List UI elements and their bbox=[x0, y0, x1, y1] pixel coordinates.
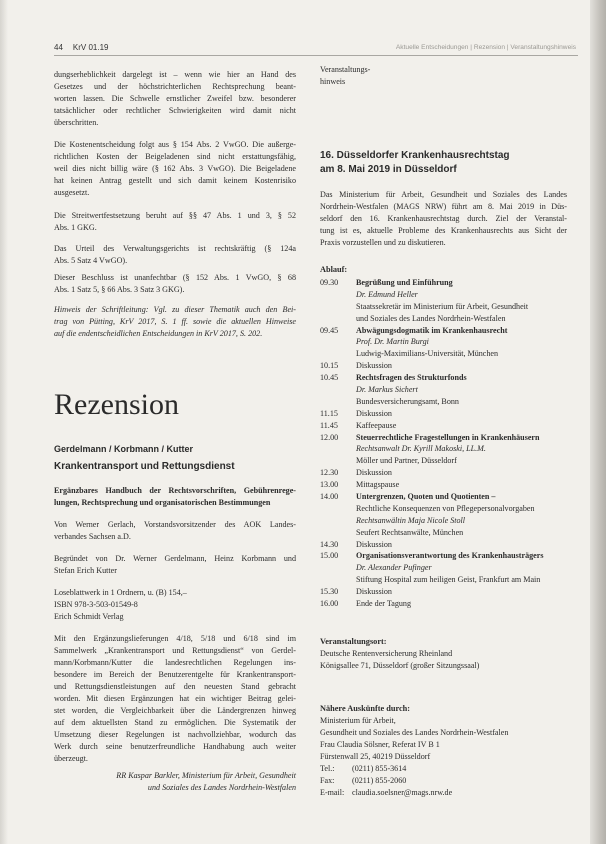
schedule-label: Ende der Tagung bbox=[356, 599, 412, 609]
speaker-name: Dr. Markus Sichert bbox=[356, 385, 418, 395]
schedule-time: 12.30 bbox=[320, 468, 339, 478]
schedule-entry bbox=[356, 360, 567, 372]
text-line: verbandes Sachsen a.D. bbox=[54, 532, 131, 541]
book-subtitle bbox=[54, 485, 296, 509]
book-reviewer bbox=[54, 519, 296, 543]
session-title: Steuerrechtliche Fragestellungen in Krankenhäusern bbox=[356, 432, 540, 442]
text-line: auf dem aktuellsten Stand zu ermöglichen. Die Systematik der bbox=[54, 718, 296, 727]
text-line: Die Kostenentscheidung folgt aus § 154 Abs. 2 VwGO. Die außerge- bbox=[54, 140, 296, 149]
text-line: dungserheblichkeit dargelegt ist – wenn wie hier an Hand des bbox=[54, 70, 296, 79]
schedule-time: 14.30 bbox=[320, 539, 339, 549]
schedule-heading: Ablauf: bbox=[320, 265, 348, 274]
speaker-name: Rechtsanwalt Dr. Kyrill Makoski, LL.M. bbox=[356, 444, 486, 454]
text-line: Von Werner Gerlach, Vorstandsvorsitzender des AOK Landes- bbox=[54, 520, 296, 529]
schedule-row bbox=[320, 420, 567, 432]
schedule-time: 09.45 bbox=[320, 325, 339, 335]
contact-channel-label: Tel.: bbox=[320, 764, 335, 773]
schedule-row bbox=[320, 479, 567, 491]
text-line: überzeugt. bbox=[54, 754, 88, 763]
text-line: auf die endentscheidlichen Entscheidungen in KrV 2017, S. 202. bbox=[54, 329, 263, 338]
speaker-name: Dr. Edmund Heller bbox=[356, 289, 418, 299]
schedule-row bbox=[320, 598, 567, 610]
paragraph-rechtskraft bbox=[54, 243, 296, 267]
speaker-affiliation: Ludwig-Maximilians-Universität, München bbox=[356, 349, 499, 359]
schedule-entry bbox=[356, 467, 567, 479]
schedule-entry bbox=[356, 408, 567, 420]
schedule-row bbox=[320, 408, 567, 420]
book-details bbox=[54, 587, 296, 623]
editorial-note bbox=[54, 304, 296, 340]
text-line: Das Ministerium für Arbeit, Gesundheit und Soziales des Landes bbox=[320, 190, 567, 199]
event-title bbox=[320, 149, 567, 177]
page-header-left bbox=[54, 43, 118, 52]
text-line: RR Kaspar Barkler, Ministerium für Arbeit, Gesundheit bbox=[116, 771, 296, 780]
schedule-entry bbox=[356, 432, 567, 468]
schedule-label: Diskussion bbox=[356, 361, 392, 371]
text-line: Nordrhein-Westfalen (MAGS NRW) führt am 8. Mai 2019 in Düs- bbox=[320, 202, 567, 211]
text-line: Deutsche Rentenversicherung Rheinland bbox=[320, 649, 453, 658]
schedule-entry bbox=[356, 598, 567, 610]
scan-shadow-left bbox=[0, 0, 8, 844]
schedule-row bbox=[320, 360, 567, 372]
schedule-row bbox=[320, 467, 567, 479]
text-line: richtlichen Kosten der Beigeladenen sind nicht erstattungsfähig, bbox=[54, 152, 296, 161]
text-line: und Rettungsdienstleistungen auf den neuesten Stand gebracht bbox=[54, 682, 296, 691]
text-line: hinweis bbox=[320, 77, 346, 86]
schedule-label: Diskussion bbox=[356, 587, 392, 597]
text-line: Begründet von Dr. Werner Gerdelmann, Heinz Korbmann und bbox=[54, 554, 296, 563]
schedule-entry bbox=[356, 491, 567, 539]
contact-channel-row bbox=[320, 763, 567, 775]
schedule-row bbox=[320, 372, 567, 408]
text-line: weil dies nicht billig wäre (§ 162 Abs. 3 VwGO). Die Beigeladene bbox=[54, 164, 296, 173]
session-title: Organisationsverantwortung des Krankenhausträgers bbox=[356, 551, 544, 561]
text-line: Umsetzung dieser Regelungen ist nachvollziehbar, wodurch das bbox=[54, 730, 296, 739]
schedule-entry bbox=[356, 372, 567, 408]
text-line: ISBN 978-3-503-01549-8 bbox=[54, 600, 138, 609]
paragraph-streitwert bbox=[54, 210, 296, 234]
contact-channel-row bbox=[320, 775, 567, 787]
text-line: überschritten. bbox=[54, 118, 99, 127]
venue-address bbox=[320, 648, 567, 672]
schedule-row bbox=[320, 491, 567, 539]
header-divider bbox=[54, 55, 578, 56]
schedule bbox=[320, 277, 567, 610]
session-title: Abwägungsdogmatik im Krankenhausrecht bbox=[356, 325, 508, 335]
text-line: Werk durch seine benutzerfreundliche Handhabung auch weiter bbox=[54, 742, 296, 751]
text-line: Sammelwerk „Krankentransport und Rettungsdienst“ von Gerdel- bbox=[54, 646, 296, 655]
paragraph-unanfechtbar bbox=[54, 272, 296, 296]
venue-heading: Veranstaltungsort: bbox=[320, 637, 387, 646]
schedule-time: 09.30 bbox=[320, 278, 339, 287]
schedule-row bbox=[320, 539, 567, 551]
text-line: und Soziales des Landes Nordrhein-Westfalen bbox=[147, 783, 296, 792]
text-line: Veranstaltungs- bbox=[320, 65, 371, 74]
text-line: seldorf den 16. Krankenhausrechtstag durch. Ziel der Veranstal- bbox=[320, 214, 567, 223]
review-heading: Rezension bbox=[54, 388, 179, 421]
text-line: Abs. 1 GKG. bbox=[54, 223, 97, 232]
contact-channel-value: (0211) 855-2060 bbox=[352, 776, 407, 785]
text-line: Abs. 1 Satz 5, § 66 Abs. 3 Satz 3 GKG). bbox=[54, 285, 185, 294]
text-line: Abs. 5 Satz 4 VwGO). bbox=[54, 256, 128, 265]
text-line: tatsächlicher oder rechtlicher Schwierigkeiten wird damit nicht bbox=[54, 106, 296, 115]
schedule-time: 13.00 bbox=[320, 480, 339, 490]
session-title: Untergrenzen, Quoten und Quotienten – bbox=[356, 492, 496, 502]
text-line: tung ist es, aktuelle Probleme des Krankenhausrechts aus Sicht der bbox=[320, 226, 567, 235]
book-founders bbox=[54, 553, 296, 577]
speaker-name: Dr. Alexander Pufinger bbox=[356, 563, 432, 573]
book-authors: Gerdelmann / Korbmann / Kutter bbox=[54, 444, 194, 454]
session-subtitle: Rechtliche Konsequenzen von Pflegepersonalvorgaben bbox=[356, 503, 535, 513]
schedule-time: 10.45 bbox=[320, 373, 339, 383]
contact-heading: Nähere Auskünfte durch: bbox=[320, 704, 411, 713]
speaker-affiliation: Bundesversicherungsamt, Bonn bbox=[356, 396, 459, 406]
section-navigation: Aktuelle Entscheidungen | Rezension | Veranstaltungshinweis bbox=[395, 44, 576, 51]
text-line: Dieser Beschluss ist unanfechtbar (§ 152 Abs. 1 VwGO, § 68 bbox=[54, 273, 296, 282]
speaker-affiliation: Staatssekretär im Ministerium für Arbeit, Gesundheit bbox=[356, 301, 529, 311]
schedule-label: Mittagspause bbox=[356, 480, 400, 490]
text-line: Ministerium für Arbeit, bbox=[320, 716, 396, 725]
schedule-time: 11.45 bbox=[320, 420, 338, 430]
speaker-affiliation: Möller und Partner, Düsseldorf bbox=[356, 456, 457, 466]
schedule-row bbox=[320, 325, 567, 361]
schedule-label: Diskussion bbox=[356, 468, 392, 478]
speaker-affiliation: Stiftung Hospital zum heiligen Geist, Frankfurt am Main bbox=[356, 575, 541, 585]
text-line: worden. Mit diesen Ergänzungen hat ein wichtiger Beitrag gelei- bbox=[54, 694, 296, 703]
schedule-time: 10.15 bbox=[320, 361, 339, 371]
text-line: am 8. Mai 2019 in Düsseldorf bbox=[320, 164, 457, 175]
schedule-entry bbox=[356, 586, 567, 598]
schedule-entry bbox=[356, 479, 567, 491]
review-body bbox=[54, 633, 296, 765]
text-line: 16. Düsseldorfer Krankenhausrechtstag bbox=[320, 150, 510, 161]
event-notice-heading bbox=[320, 64, 567, 88]
speaker-affiliation: Seufert Rechtsanwälte, München bbox=[356, 527, 464, 537]
text-line: Gesundheit und Soziales des Landes Nordrhein-Westfalen bbox=[320, 728, 509, 737]
session-title: Begrüßung und Einführung bbox=[356, 278, 453, 287]
contact-channels bbox=[320, 763, 567, 799]
text-line: Gesetzes und der höchstrichterlichen Rechtsprechung beant- bbox=[54, 82, 296, 91]
text-line: stet worden, die Vergleichbarkeit über die Ländergrenzen hinweg bbox=[54, 706, 296, 715]
text-line: ausgesetzt. bbox=[54, 188, 90, 197]
text-line: worten lassen. Die Schwelle ernstlicher Zweifel bzw. besonderer bbox=[54, 94, 296, 103]
text-line: Loseblattwerk in 1 Ordnern, u. (B) 154,– bbox=[54, 588, 187, 597]
speaker-name: Prof. Dr. Martin Burgi bbox=[356, 337, 429, 347]
speaker-affiliation: und Soziales des Landes Nordrhein-Westfalen bbox=[356, 313, 506, 323]
text-line: Frau Claudia Sölsner, Referat IV B 1 bbox=[320, 740, 440, 749]
text-line: besondere im Bereich der Benutzerentgelte für Krankentransport- bbox=[54, 670, 296, 679]
event-intro bbox=[320, 189, 567, 249]
scan-shadow-right bbox=[590, 0, 606, 844]
text-line: Die Streitwertfestsetzung beruht auf §§ 47 Abs. 1 und 3, § 52 bbox=[54, 211, 296, 220]
paragraph-costs bbox=[54, 139, 296, 199]
paragraph-decision-end bbox=[54, 69, 296, 129]
schedule-row bbox=[320, 432, 567, 468]
schedule-entry bbox=[356, 550, 567, 586]
contact-channel-value: claudia.soelsner@mags.nrw.de bbox=[352, 788, 453, 797]
text-line: Das Urteil des Verwaltungsgerichts ist rechtskräftig (§ 124a bbox=[54, 244, 296, 253]
schedule-time: 12.00 bbox=[320, 432, 339, 442]
schedule-row bbox=[320, 550, 567, 586]
text-line: Mit den Ergänzungslieferungen 4/18, 5/18 und 6/18 sind im bbox=[54, 634, 296, 643]
schedule-entry bbox=[356, 420, 567, 432]
schedule-time: 15.00 bbox=[320, 551, 339, 561]
contact-channel-row bbox=[320, 787, 567, 799]
page-number: 44 bbox=[54, 43, 63, 52]
schedule-label: Kaffeepause bbox=[356, 420, 397, 430]
text-line: mann/Korbmann/Kutter die landesrechtlichen Regelungen ins- bbox=[54, 658, 296, 667]
book-title: Krankentransport und Rettungsdienst bbox=[54, 461, 235, 472]
schedule-entry bbox=[356, 325, 567, 361]
schedule-time: 11.15 bbox=[320, 408, 338, 418]
contact-channel-value: (0211) 855-3614 bbox=[352, 764, 407, 773]
text-line: Praxis vorzustellen und zu diskutieren. bbox=[320, 238, 446, 247]
text-line: Fürstenwall 25, 40219 Düsseldorf bbox=[320, 752, 431, 761]
text-line: Ergänzbares Handbuch der Rechtsvorschriften, Gebührenrege- bbox=[54, 486, 296, 495]
schedule-label: Diskussion bbox=[356, 408, 392, 418]
text-line: hat keinen Antrag gestellt und sich damit keinem Kostenrisiko bbox=[54, 176, 296, 185]
schedule-entry bbox=[356, 277, 567, 325]
text-line: Hinweis der Schriftleitung: Vgl. zu dieser Thematik auch den Bei- bbox=[54, 305, 296, 314]
journal-issue: KrV 01.19 bbox=[72, 43, 109, 52]
contact-channel-label: Fax: bbox=[320, 776, 335, 785]
text-line: Königsallee 71, Düsseldorf (großer Sitzungssaal) bbox=[320, 661, 480, 670]
contact-address bbox=[320, 715, 567, 763]
schedule-row bbox=[320, 586, 567, 598]
speaker-name: Rechtsanwältin Maja Nicole Stoll bbox=[356, 515, 466, 525]
schedule-time: 16.00 bbox=[320, 599, 339, 609]
schedule-time: 15.30 bbox=[320, 587, 339, 597]
text-line: lungen, Rechtsprechung und organisatorischen Bestimmungen bbox=[54, 498, 271, 507]
schedule-row bbox=[320, 277, 567, 325]
text-line: Stefan Erich Kutter bbox=[54, 566, 117, 575]
review-signature bbox=[54, 770, 296, 794]
text-line: trag von Pütting, KrV 2017, S. 1 ff. sowie die aktuellen Hinweise bbox=[54, 317, 296, 326]
schedule-entry bbox=[356, 539, 567, 551]
contact-channel-label: E-mail: bbox=[320, 788, 345, 797]
schedule-time: 14.00 bbox=[320, 492, 339, 502]
schedule-label: Diskussion bbox=[356, 539, 392, 549]
text-line: Erich Schmidt Verlag bbox=[54, 612, 124, 621]
session-title: Rechtsfragen des Strukturfonds bbox=[356, 373, 467, 383]
